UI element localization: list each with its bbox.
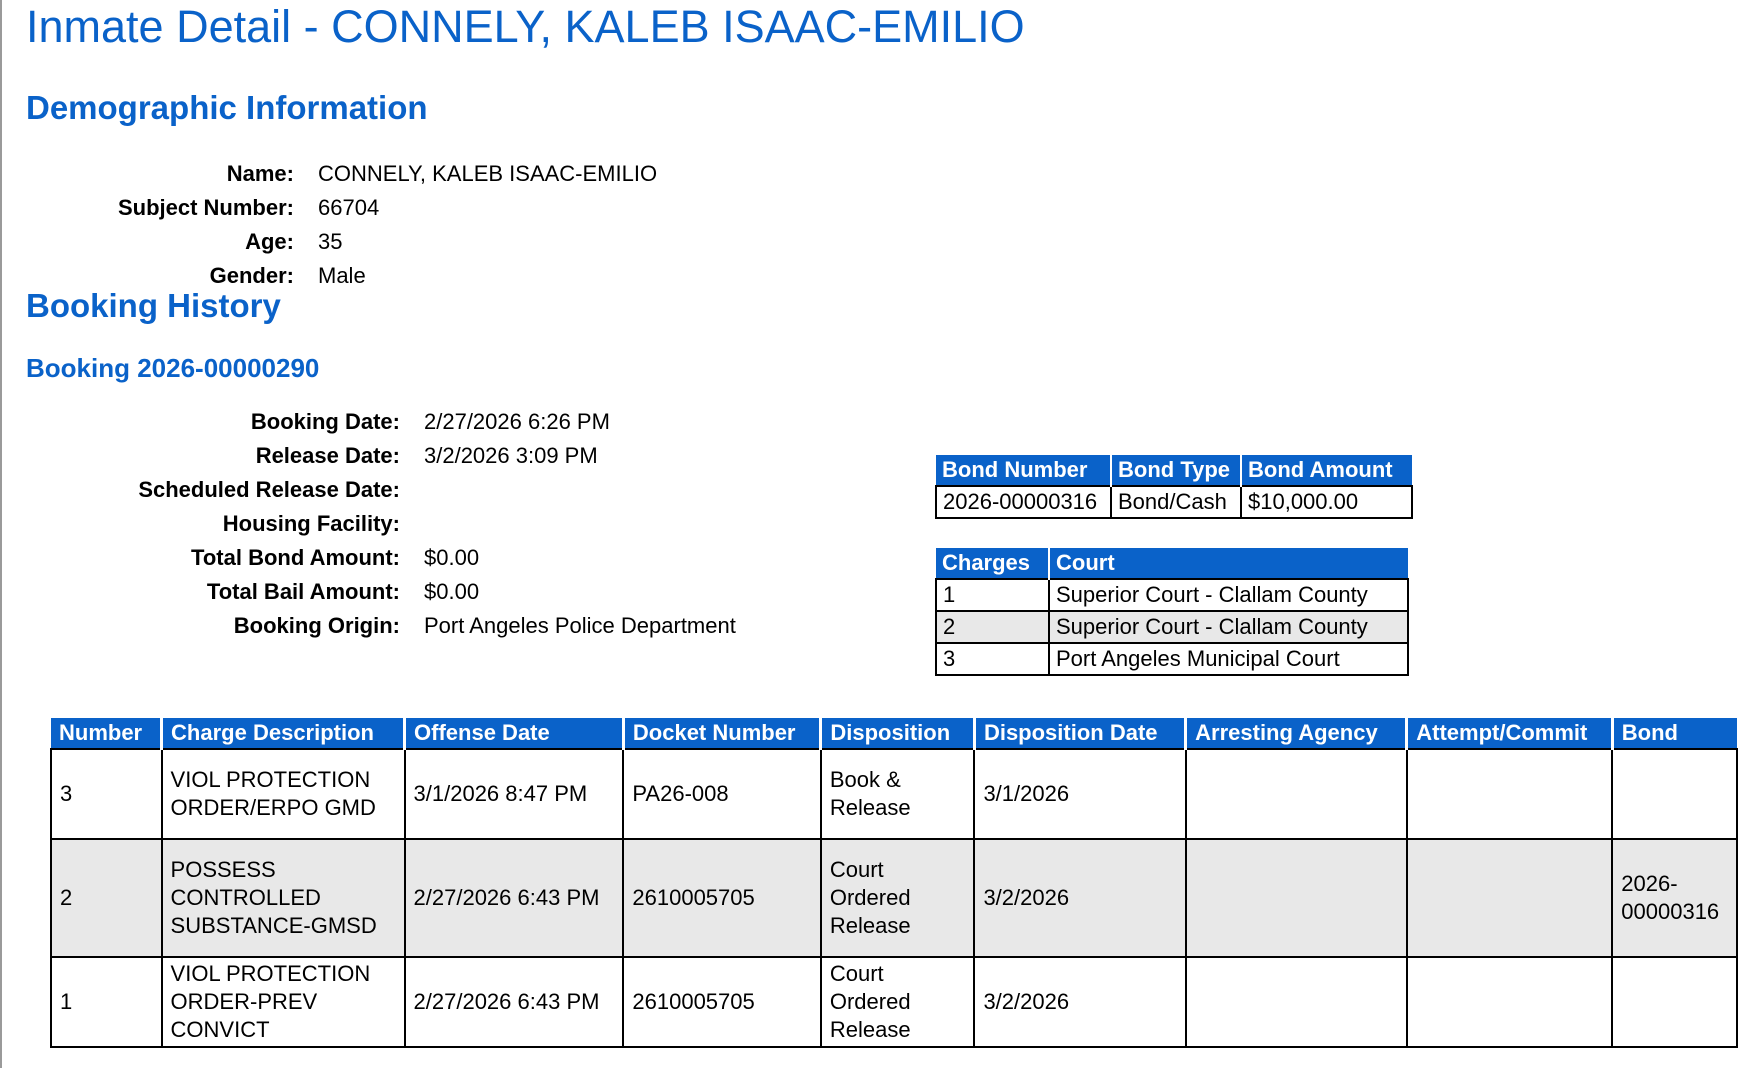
disposition-cell: Court Ordered Release	[821, 839, 975, 957]
bond-type-header: Bond Type	[1111, 455, 1241, 486]
table-row	[936, 486, 1412, 518]
number-cell: 2	[51, 839, 162, 957]
docket-number-cell: 2610005705	[623, 957, 820, 1047]
court-cell: Superior Court - Clallam County	[1049, 611, 1408, 643]
total-bail-row	[26, 575, 736, 609]
arresting-agency-cell	[1186, 749, 1407, 839]
bond-number-header: Bond Number	[936, 455, 1111, 486]
charge-description-cell: VIOL PROTECTION ORDER/ERPO GMD	[162, 749, 405, 839]
subject-number-row	[26, 191, 657, 225]
release-date-value: 3/2/2026 3:09 PM	[424, 443, 598, 468]
scheduled-release-value	[400, 473, 424, 507]
charges-table	[50, 718, 1738, 1048]
booking-date-label: Booking Date:	[250, 409, 400, 434]
age-value: 35	[318, 229, 343, 254]
housing-facility-row	[26, 507, 736, 541]
booking-heading: Booking 2026-00000290	[26, 353, 320, 383]
attempt-commit-cell	[1407, 749, 1613, 839]
docket-number-header: Docket Number	[623, 718, 820, 749]
booking-fields	[26, 405, 736, 643]
disposition-date-cell: 3/2/2026	[974, 957, 1185, 1047]
subject-number-value: 66704	[318, 195, 380, 220]
name-label: Name:	[226, 161, 294, 186]
booking-origin-label: Booking Origin:	[233, 613, 400, 638]
charge-number-cell: 1	[936, 579, 1049, 611]
court-cell: Superior Court - Clallam County	[1049, 579, 1408, 611]
charge-number-cell: 3	[936, 643, 1049, 675]
booking-history-heading: Booking History	[26, 287, 281, 324]
disposition-header: Disposition	[821, 718, 975, 749]
table-row	[51, 839, 1737, 957]
docket-number-cell: 2610005705	[623, 839, 820, 957]
number-cell: 3	[51, 749, 162, 839]
number-cell: 1	[51, 957, 162, 1047]
docket-number-cell: PA26-008	[623, 749, 820, 839]
offense-date-cell: 2/27/2026 6:43 PM	[405, 839, 624, 957]
total-bond-label: Total Bond Amount:	[191, 545, 400, 570]
housing-facility-label: Housing Facility:	[222, 511, 400, 536]
charges-table-header	[51, 718, 1737, 749]
total-bond-value: $0.00	[424, 545, 480, 570]
charges-header: Charges	[936, 548, 1049, 579]
gender-label: Gender:	[209, 263, 294, 288]
arresting-agency-cell	[1186, 839, 1407, 957]
offense-date-header: Offense Date	[405, 718, 624, 749]
name-value: CONNELY, KALEB ISAAC-EMILIO	[318, 161, 658, 186]
bond-type-cell: Bond/Cash	[1111, 486, 1241, 518]
disposition-cell: Court Ordered Release	[821, 957, 975, 1047]
age-label: Age:	[245, 229, 294, 254]
offense-date-cell: 3/1/2026 8:47 PM	[405, 749, 624, 839]
bond-number-cell: 2026-00000316	[936, 486, 1111, 518]
court-header: Court	[1049, 548, 1408, 579]
charge-description-header: Charge Description	[162, 718, 405, 749]
page-title: Inmate Detail - CONNELY, KALEB ISAAC-EMILIO	[26, 1, 1025, 52]
charge-number-cell: 2	[936, 611, 1049, 643]
name-row	[26, 157, 657, 191]
court-table	[935, 548, 1409, 676]
booking-origin-row	[26, 609, 736, 643]
booking-date-value: 2/27/2026 6:26 PM	[424, 409, 610, 434]
court-cell: Port Angeles Municipal Court	[1049, 643, 1408, 675]
bond-amount-header: Bond Amount	[1241, 455, 1412, 486]
table-row	[51, 957, 1737, 1047]
table-row	[936, 643, 1408, 675]
attempt-commit-header: Attempt/Commit	[1407, 718, 1613, 749]
attempt-commit-cell	[1407, 957, 1613, 1047]
disposition-date-cell: 3/2/2026	[974, 839, 1185, 957]
disposition-cell: Book & Release	[821, 749, 975, 839]
attempt-commit-cell	[1407, 839, 1613, 957]
demographic-heading: Demographic Information	[26, 89, 428, 126]
release-date-label: Release Date:	[255, 443, 400, 468]
booking-origin-value: Port Angeles Police Department	[424, 613, 736, 638]
total-bail-label: Total Bail Amount:	[206, 579, 400, 604]
bond-table-header	[936, 455, 1412, 486]
bond-header: Bond	[1612, 718, 1737, 749]
booking-date-row	[26, 405, 736, 439]
total-bail-value: $0.00	[424, 579, 480, 604]
bond-amount-cell: $10,000.00	[1241, 486, 1412, 518]
housing-facility-value	[400, 507, 424, 541]
charge-description-cell: VIOL PROTECTION ORDER-PREV CONVICT	[162, 957, 405, 1047]
bond-cell	[1612, 749, 1737, 839]
demographic-fields	[26, 157, 657, 293]
number-header: Number	[51, 718, 162, 749]
table-row	[936, 611, 1408, 643]
bond-cell	[1612, 957, 1737, 1047]
table-row	[51, 749, 1737, 839]
scheduled-release-label: Scheduled Release Date:	[138, 477, 400, 502]
release-date-row	[26, 439, 736, 473]
age-row	[26, 225, 657, 259]
subject-number-label: Subject Number:	[117, 195, 294, 220]
disposition-date-header: Disposition Date	[974, 718, 1185, 749]
scheduled-release-row	[26, 473, 736, 507]
charge-description-cell: POSSESS CONTROLLED SUBSTANCE-GMSD	[162, 839, 405, 957]
bond-table	[935, 455, 1413, 519]
total-bond-row	[26, 541, 736, 575]
offense-date-cell: 2/27/2026 6:43 PM	[405, 957, 624, 1047]
bond-cell: 2026-00000316	[1612, 839, 1737, 957]
disposition-date-cell: 3/1/2026	[974, 749, 1185, 839]
gender-value: Male	[318, 263, 366, 288]
arresting-agency-header: Arresting Agency	[1186, 718, 1407, 749]
arresting-agency-cell	[1186, 957, 1407, 1047]
court-table-header	[936, 548, 1408, 579]
table-row	[936, 579, 1408, 611]
